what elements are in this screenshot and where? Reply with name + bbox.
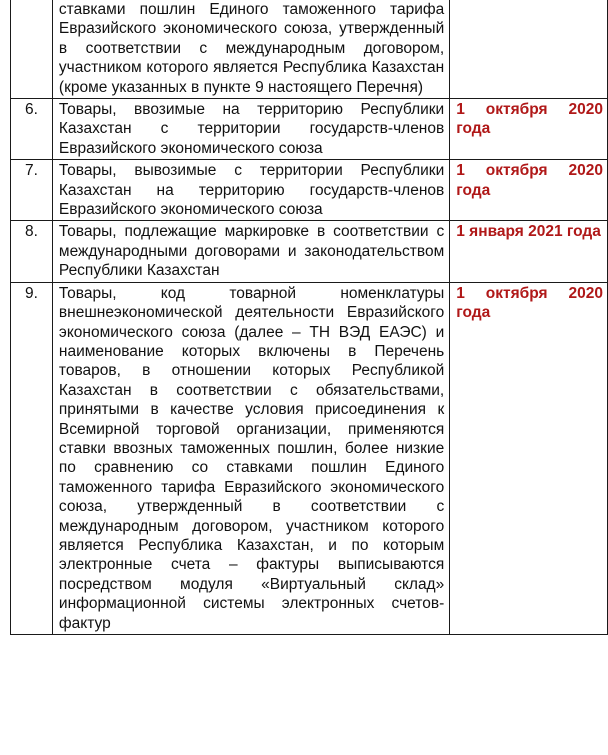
goods-description: Товары, подлежащие маркировке в соответствии с международными договорами и законодательством Республики Казахстан bbox=[52, 221, 449, 282]
goods-description: Товары, вывозимые с территории Республики Казахстан на территорию государств-членов Евразийского экономического союза bbox=[52, 160, 449, 221]
effective-date: 1 января 2021 года bbox=[450, 221, 608, 282]
goods-description: Товары, ввозимые на территорию Республики Казахстан с территории государств-членов Евразийского экономического союза bbox=[52, 99, 449, 160]
row-number: 6. bbox=[11, 99, 53, 160]
goods-table bbox=[10, 0, 608, 635]
effective-date: 1 октября 2020 года bbox=[450, 99, 608, 160]
effective-date bbox=[450, 0, 608, 99]
row-number: 9. bbox=[11, 282, 53, 634]
effective-date: 1 октября 2020 года bbox=[450, 160, 608, 221]
table-row bbox=[11, 0, 608, 99]
table-row bbox=[11, 282, 608, 634]
row-number: 8. bbox=[11, 221, 53, 282]
table-row bbox=[11, 221, 608, 282]
goods-description: Товары, код товарной номенклатуры внешнеэкономической деятельности Евразийского экономического союза (далее – ТН ВЭД ЕАЭС) и наименование которых включены в Перечень товаров, в отношении которых Республикой Казахстан в соответствии с обязательствами, принятыми в качестве условия присоединения к Всемирной торговой организации, применяются ставки ввозных таможенных пошлин, более низкие по сравнению со ставками пошлин Единого таможенного тарифа Евразийского экономического союза, утвержденный в соответствии с международным договором, участником которого является Республика Казахстан, и по которым электронные счета – фактуры выписываются посредством модуля «Виртуальный склад» информационной системы электронных счетов-фактур bbox=[52, 282, 449, 634]
row-number bbox=[11, 0, 53, 99]
table-row bbox=[11, 160, 608, 221]
row-number: 7. bbox=[11, 160, 53, 221]
goods-description: ставками пошлин Единого таможенного тарифа Евразийского экономического союза, утвержденный в соответствии с международным договором, участником которого является Республика Казахстан (кроме указанных в пункте 9 настоящего Перечня) bbox=[52, 0, 449, 99]
table-row bbox=[11, 99, 608, 160]
effective-date: 1 октября 2020 года bbox=[450, 282, 608, 634]
